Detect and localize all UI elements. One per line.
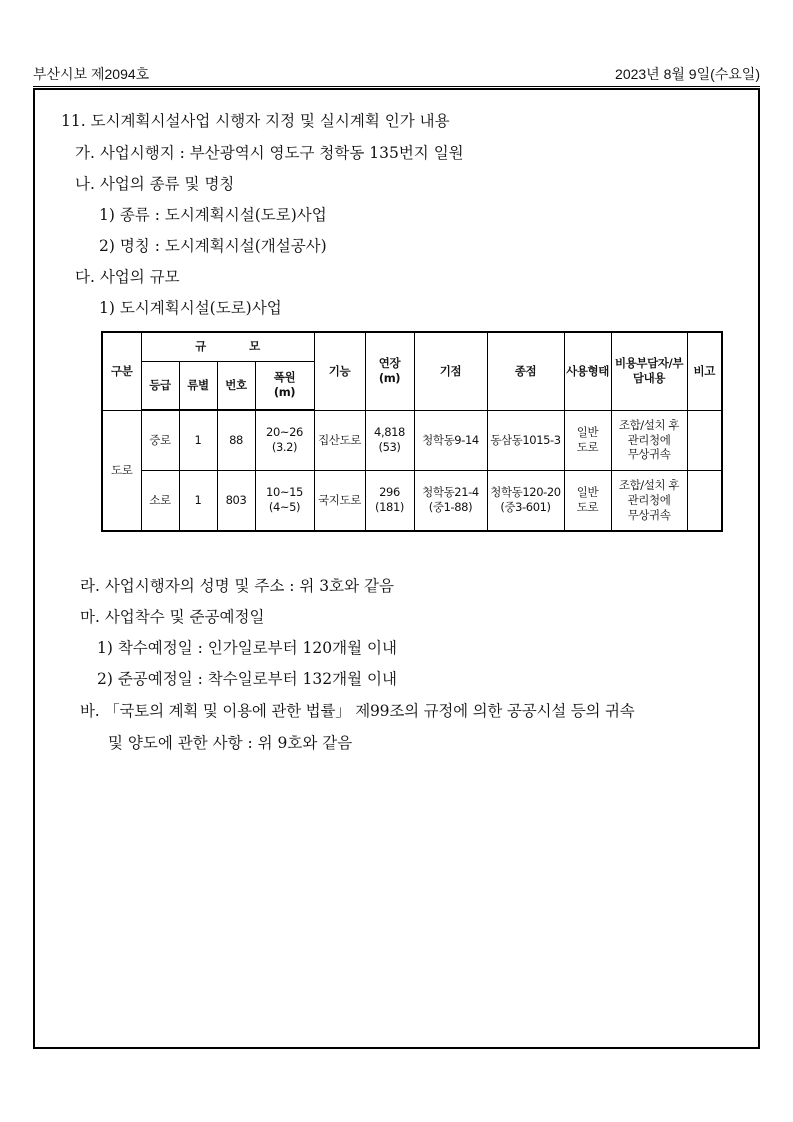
header-width-b: (m) [273,385,296,400]
header-length [365,332,414,410]
item-ma-1: 1) 착수예정일 : 인가일로부터 120개월 이내 [97,639,397,657]
cell-grade: 소로 [141,470,179,531]
table-row [102,470,722,531]
cell-type: 1 [179,470,217,531]
bulletin-issue: 부산시보 제2094호 [33,66,150,82]
cell-start-b: (중1-88) [428,500,473,515]
header-remark: 비고 [687,332,722,410]
category-cell: 도로 [102,410,141,531]
cell-function: 국지도로 [314,470,365,531]
cell-length-a: 4,818 [374,425,405,440]
road-scale-table [101,331,721,530]
item-ma-2: 2) 준공예정일 : 착수일로부터 132개월 이내 [97,670,397,688]
table-row [102,410,722,470]
item-ba-line2: 및 양도에 관한 사항 : 위 9호와 같음 [108,734,353,752]
item-da-1: 1) 도시계획시설(도로)사업 [99,299,282,317]
cell-width-a: 20~26 [266,425,303,440]
cell-end [487,470,564,531]
cell-width [255,410,314,470]
cell-end-a: 청학동120-20 [490,485,561,500]
item-ra: 라. 사업시행자의 성명 및 주소 : 위 3호와 같음 [80,577,394,595]
header-cost-a: 비용부담자/부 [614,356,684,371]
cell-usage-a: 일반 [576,485,599,500]
cell-usage [564,470,611,531]
cell-width-b: (3.2) [271,440,298,455]
header-start: 기점 [414,332,487,410]
cell-cost-a: 조합/설치 후 [618,417,680,432]
header-end: 종점 [487,332,564,410]
cell-start [414,470,487,531]
cell-cost [611,470,687,531]
header-length-a: 연장 [378,356,401,371]
cell-number: 88 [217,410,255,470]
cell-grade: 중로 [141,410,179,470]
item-na-1: 1) 종류 : 도시계획시설(도로)사업 [99,206,327,224]
cell-cost-c: 무상귀속 [627,447,671,462]
item-na: 나. 사업의 종류 및 명칭 [75,175,235,193]
cell-length-a: 296 [379,485,400,500]
cell-end-a: 동삼동1015-3 [490,432,561,447]
header-gyumo-b: 모 [249,339,260,354]
cell-usage-b: 도로 [576,440,599,454]
cell-cost-b: 관리청에 [627,432,671,447]
cell-number: 803 [217,470,255,531]
cell-cost [611,410,687,470]
header-cost-b: 담내용 [632,371,666,386]
cell-length [365,470,414,531]
item-da: 다. 사업의 규모 [75,268,180,286]
cell-remark [687,470,722,531]
cell-usage-b: 도로 [576,500,599,515]
cell-width [255,470,314,531]
header-number: 번호 [217,361,255,410]
item-ga: 가. 사업시행지 : 부산광역시 영도구 청학동 135번지 일원 [75,144,464,162]
header-width-a: 폭원 [273,370,296,385]
cell-usage-a: 일반 [576,425,599,440]
cell-length-b: (53) [378,440,401,454]
cell-start-a: 청학동21-4 [422,485,479,500]
header-type: 류별 [179,361,217,410]
section-title: 11. 도시계획시설사업 시행자 지정 및 실시계획 인가 내용 [61,112,450,130]
cell-cost-b: 관리청에 [627,492,671,507]
cell-usage [564,410,611,470]
header-length-b: (m) [378,371,401,386]
content-frame [33,88,760,1049]
header-gyumo [141,332,314,361]
cell-cost-c: 무상귀속 [627,507,671,522]
header-gyumo-a: 규 [195,339,206,354]
header-grade: 등급 [141,361,179,410]
cell-length-b: (181) [375,500,404,515]
header-cost [611,332,687,410]
cell-end-b: (중3-601) [500,500,551,515]
cell-start-a: 청학동9-14 [422,432,479,447]
header-rule [33,86,760,87]
item-ma: 마. 사업착수 및 준공예정일 [80,608,265,626]
header-function: 기능 [314,332,365,410]
header-usage: 사용형태 [564,332,611,410]
cell-cost-a: 조합/설치 후 [618,477,680,492]
item-ba-line1: 바. 「국토의 계획 및 이용에 관한 법률」 제99조의 규정에 의한 공공시설 등의 귀속 [80,702,635,720]
cell-length [365,410,414,470]
cell-function: 집산도로 [314,410,365,470]
cell-width-a: 10~15 [266,485,303,500]
cell-end [487,410,564,470]
publication-date: 2023년 8월 9일(수요일) [615,66,760,82]
item-na-2: 2) 명칭 : 도시계획시설(개설공사) [99,237,327,255]
cell-remark [687,410,722,470]
header-width [255,361,314,410]
cell-type: 1 [179,410,217,470]
cell-start [414,410,487,470]
header-gubun: 구분 [102,332,141,410]
cell-width-b: (4~5) [268,500,301,515]
